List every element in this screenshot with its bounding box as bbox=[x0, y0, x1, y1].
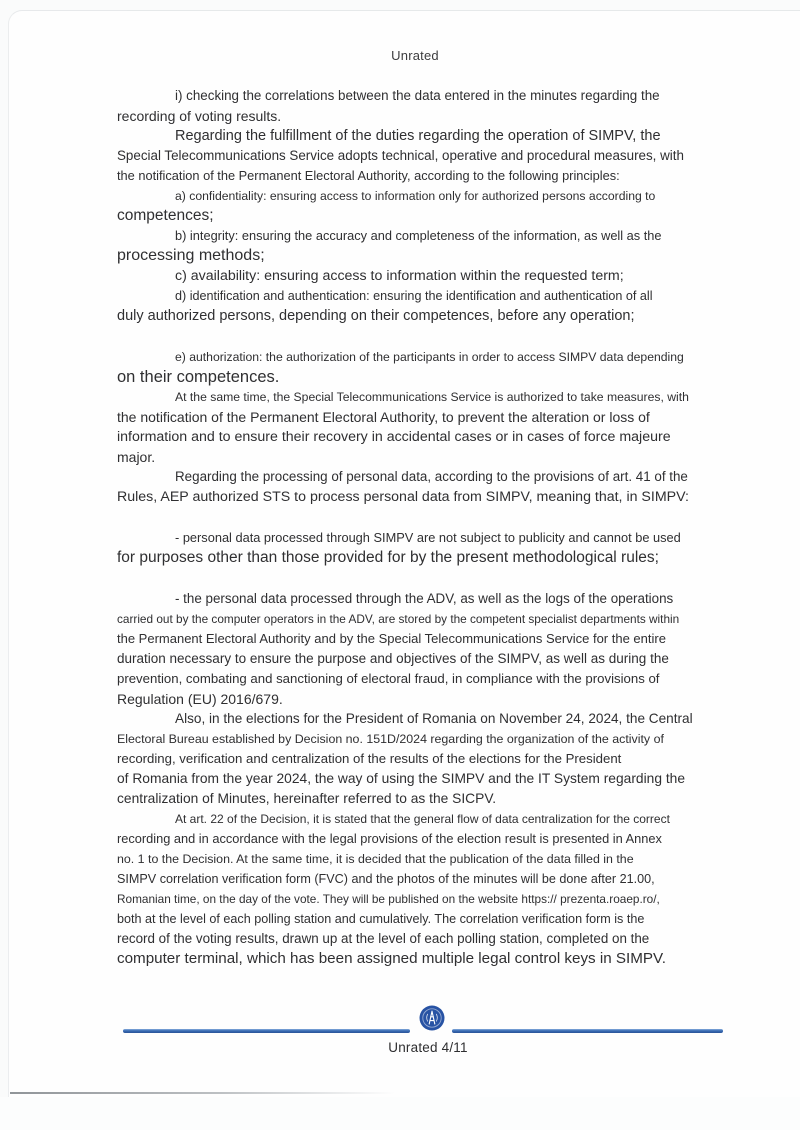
document-line: no. 1 to the Decision. At the same time, it is decided that the publication of the data filled in the bbox=[117, 852, 634, 866]
page-header-classification: Unrated bbox=[391, 48, 439, 63]
text-block bbox=[117, 86, 717, 969]
document-line: the notification of the Permanent Electoral Authority, according to the following principles: bbox=[117, 168, 620, 183]
document-line: on their competences. bbox=[117, 368, 280, 386]
document-line: processing methods; bbox=[117, 247, 265, 264]
document-line: i) checking the correlations between the data entered in the minutes regarding the bbox=[175, 88, 660, 103]
document-line: - personal data processed through SIMPV are not subject to publicity and cannot be used bbox=[175, 530, 681, 545]
document-line: of Romania from the year 2024, the way of using the SIMPV and the IT System regarding the bbox=[117, 771, 686, 786]
document-line: competences; bbox=[117, 207, 214, 224]
document-line: information and to ensure their recovery in accidental cases or in cases of force majeure bbox=[117, 429, 671, 445]
document-line: recording and in accordance with the legal provisions of the election result is presented in Annex bbox=[117, 831, 662, 846]
document-line: duration necessary to ensure the purpose and objectives of the SIMPV, as well as during the bbox=[117, 651, 669, 666]
document-line: major. bbox=[117, 449, 156, 465]
document-line: Also, in the elections for the President of Romania on November 24, 2024, the Central bbox=[175, 711, 693, 726]
document-line: the notification of the Permanent Electoral Authority, to prevent the alteration or loss of bbox=[117, 409, 650, 425]
footer-rule-left bbox=[123, 1029, 410, 1033]
document-line: the Permanent Electoral Authority and by the Special Telecommunications Service for the entire bbox=[117, 631, 666, 646]
document-line: e) authorization: the authorization of the participants in order to access SIMPV data depending bbox=[175, 350, 684, 364]
document-line: centralization of Minutes, hereinafter referred to as the SICPV. bbox=[117, 791, 497, 806]
document-line: a) confidentiality: ensuring access to information only for authorized persons according to bbox=[175, 189, 656, 203]
document-line: both at the level of each polling station and cumulatively. The correlation verification form is the bbox=[117, 912, 645, 926]
document-line: computer terminal, which has been assigned multiple legal control keys in SIMPV. bbox=[117, 950, 666, 967]
document-line: for purposes other than those provided for by the present methodological rules; bbox=[117, 549, 659, 566]
paragraph-gap bbox=[117, 507, 717, 528]
document-line: d) identification and authentication: ensuring the identification and authentication of all bbox=[175, 289, 653, 303]
document-line: b) integrity: ensuring the accuracy and completeness of the information, as well as the bbox=[175, 228, 662, 243]
document-line: At art. 22 of the Decision, it is stated that the general flow of data centralization for the correct bbox=[175, 812, 670, 826]
document-line: At the same time, the Special Telecommunications Service is authorized to take measures, with bbox=[175, 390, 689, 404]
document-line: - the personal data processed through the ADV, as well as the logs of the operations bbox=[175, 591, 674, 606]
document-line: Rules, AEP authorized STS to process personal data from SIMPV, meaning that, in SIMPV: bbox=[117, 489, 689, 505]
page-bottom-edge-shadow bbox=[10, 1092, 395, 1094]
document-line: recording, verification and centralization of the results of the elections for the President bbox=[117, 751, 622, 766]
document-line: carried out by the computer operators in the ADV, are stored by the competent specialist departments within bbox=[117, 612, 680, 626]
sts-seal-icon bbox=[419, 1005, 445, 1031]
document-line: recording of voting results. bbox=[117, 108, 282, 124]
document-line: duly authorized persons, depending on their competences, before any operation; bbox=[117, 308, 635, 324]
paragraph-gap bbox=[117, 326, 717, 347]
document-line: Electoral Bureau established by Decision no. 151D/2024 regarding the organization of the activity of bbox=[117, 732, 664, 746]
paragraph-gap bbox=[117, 568, 717, 589]
document-line: SIMPV correlation verification form (FVC) and the photos of the minutes will be done after 21.00, bbox=[117, 872, 655, 886]
document-line: c) availability: ensuring access to information within the requested term; bbox=[175, 268, 624, 284]
next-page-edge bbox=[0, 1097, 800, 1130]
document-line: Regulation (EU) 2016/679. bbox=[117, 691, 283, 707]
document-line: Regarding the fulfillment of the duties regarding the operation of SIMPV, the bbox=[175, 128, 661, 144]
document-line: record of the voting results, drawn up at the level of each polling station, completed on the bbox=[117, 931, 650, 946]
document-line: Romanian time, on the day of the vote. They will be published on the website https:// prezenta.roaep.ro/, bbox=[117, 892, 660, 906]
document-line: Regarding the processing of personal data, according to the provisions of art. 41 of the bbox=[175, 469, 688, 484]
document-line: Special Telecommunications Service adopts technical, operative and procedural measures, with bbox=[117, 148, 684, 163]
footer-rule-right bbox=[452, 1029, 723, 1033]
page-footer-classification-pagenumber: Unrated 4/11 bbox=[388, 1040, 468, 1055]
document-line: prevention, combating and sanctioning of electoral fraud, in compliance with the provisions of bbox=[117, 671, 660, 686]
